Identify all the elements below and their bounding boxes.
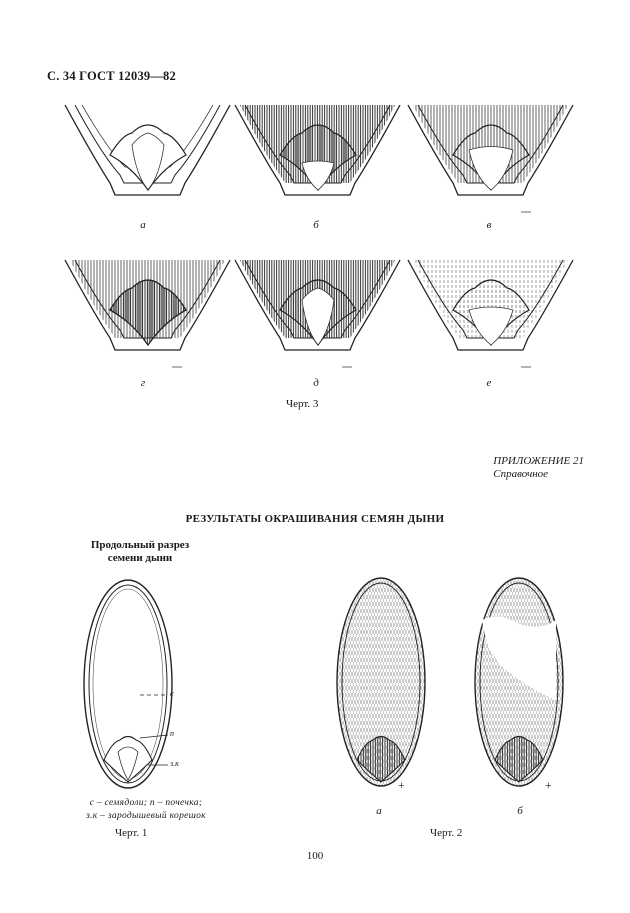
page-number: 100: [306, 850, 324, 862]
appendix-subtitle: Справочное: [493, 468, 549, 480]
figure1-label-p: п: [170, 729, 174, 738]
fig3-panel-a: [65, 105, 230, 195]
page-header: С. 34 ГОСТ 12039—82: [47, 69, 176, 83]
figure2-label-a: а: [376, 805, 382, 817]
figure1-title-line1: Продольный разрез: [90, 539, 190, 551]
figure1-seed-section: [84, 580, 172, 788]
figure1-legend: [66, 797, 226, 823]
figure1-legend-line1: с – семядоли; п – почечка;: [89, 798, 203, 808]
fig3-label-a: а: [140, 219, 146, 231]
appendix-title: ПРИЛОЖЕНИЕ 21: [493, 455, 584, 467]
figure2-plus-b: +: [545, 778, 552, 792]
figure1-label-c: с: [170, 689, 174, 698]
fig3-panel-v: [408, 105, 573, 212]
figure1-title: [70, 539, 210, 565]
figure2-panel-b: [475, 578, 563, 786]
section-title: РЕЗУЛЬТАТЫ ОКРАШИВАНИЯ СЕМЯН ДЫНИ: [185, 513, 445, 525]
figure1-caption: Черт. 1: [115, 827, 148, 839]
figure2-panel-a: [337, 578, 425, 786]
figure1-legend-line2: з.к – зародышевый корешок: [86, 811, 206, 821]
fig3-label-e: е: [486, 377, 492, 389]
fig3-label-g: г: [140, 377, 146, 389]
figure2-caption: Черт. 2: [430, 827, 463, 839]
figure2-label-b: б: [517, 805, 523, 817]
figure2-plus-a: +: [398, 778, 405, 792]
fig3-panel-d: [235, 260, 400, 367]
fig3-label-v: в: [486, 219, 492, 231]
figure1-title-line2: семени дыни: [107, 552, 173, 564]
fig3-panel-b: [235, 105, 400, 195]
figure1-label-zk: з.к: [170, 759, 179, 768]
fig3-panel-g: [65, 260, 230, 367]
appendix-block: [493, 455, 584, 481]
fig3-label-d: д: [313, 377, 319, 389]
fig3-panel-e: [408, 260, 573, 367]
fig3-label-b: б: [313, 219, 319, 231]
figure3-caption: Черт. 3: [286, 398, 319, 410]
